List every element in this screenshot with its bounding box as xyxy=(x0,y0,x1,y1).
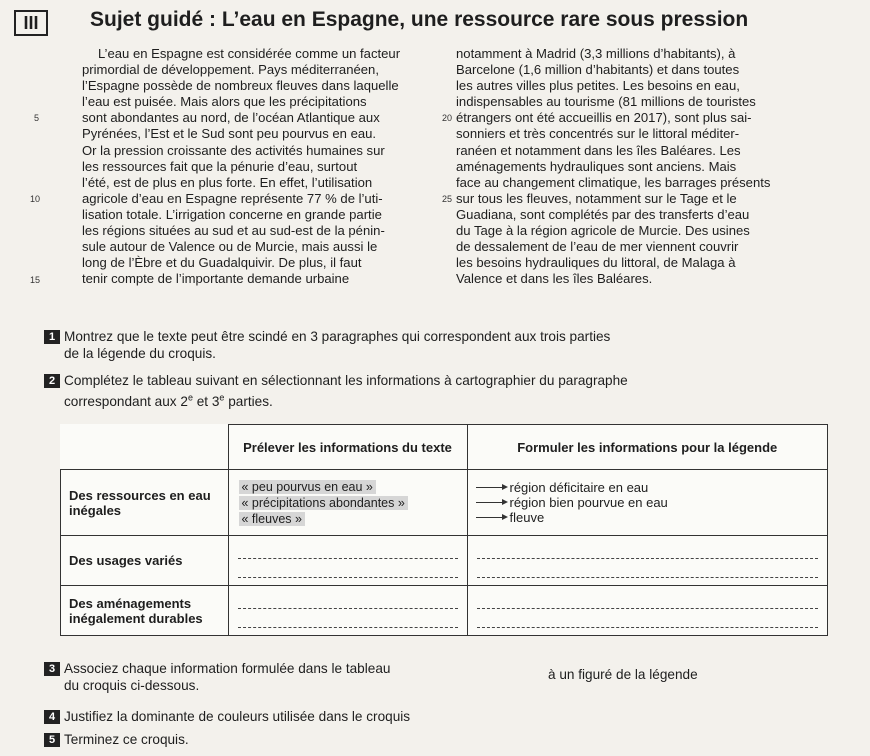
text-extract: « précipitations abondantes » xyxy=(239,496,408,510)
text-line: sule autour de Valence ou de Murcie, mais aussi le xyxy=(82,239,378,255)
question-text: Terminez ce croquis. xyxy=(64,732,189,747)
text-line: les besoins hydrauliques du littoral, de Malaga à xyxy=(456,255,736,271)
table-header: Prélever les informations du texte xyxy=(228,425,467,470)
table-row-label: Des aménagements inégalement durables xyxy=(61,586,229,636)
question-number: 2 xyxy=(44,374,60,388)
text-line: indispensables au tourisme (81 millions de touristes xyxy=(456,94,756,110)
line-number: 5 xyxy=(34,113,40,123)
line-number: 15 xyxy=(30,275,41,285)
text-line: Guadiana, sont complétés par des transferts d’eau xyxy=(456,206,750,222)
text-line: Barcelone (1,6 million d’habitants) et dans toutes xyxy=(456,62,740,78)
text-line: étrangers ont été accueillis en 2017), sont plus sai- xyxy=(456,110,752,126)
answer-cell[interactable] xyxy=(467,586,828,636)
text-line: notamment à Madrid (3,3 millions d’habitants), à xyxy=(456,46,736,61)
text-line: long de l’Èbre et du Guadalquivir. De plus, il faut xyxy=(82,255,362,271)
page-title: Sujet guidé : L’eau en Espagne, une ressource rare sous pression xyxy=(90,8,749,31)
text-line: aménagements hydrauliques sont anciens. Mais xyxy=(456,158,737,174)
section-number: III xyxy=(14,10,48,36)
text-line: sonniers et très concentrés sur le littoral méditer- xyxy=(456,126,740,142)
table-header: Formuler les informations pour la légende xyxy=(467,425,828,470)
question-number: 4 xyxy=(44,710,60,724)
question-text: Complétez le tableau suivant en sélectionnant les informations à cartographier du paragraphe xyxy=(64,373,628,388)
text-line: de dessalement de l’eau de mer viennent couvrir xyxy=(456,239,739,255)
text-line: sur tous les fleuves, notamment sur le Tage et le xyxy=(456,190,737,206)
table-corner xyxy=(61,425,229,470)
legend-entry: région déficitaire en eau xyxy=(509,480,649,495)
text-line: lisation totale. L’irrigation concerne en grande partie xyxy=(82,206,382,222)
text-line: l’été, est de plus en plus forte. En effet, l’utilisation xyxy=(82,174,373,190)
text-line: Or la pression croissante des activités humaines sur xyxy=(82,142,385,158)
text-line: les ressources fait que la pénurie d’eau, surtout xyxy=(82,158,358,174)
question-text: correspondant aux 2e et 3e parties. xyxy=(64,392,273,409)
answer-cell[interactable] xyxy=(228,586,467,636)
question-text: Justifiez la dominante de couleurs utilisée dans le croquis xyxy=(64,709,411,724)
question-number: 1 xyxy=(44,330,60,344)
text-line: sont abondantes au nord, de l’océan Atlantique aux xyxy=(82,110,380,126)
question-text: Associez chaque information formulée dans le tableau xyxy=(64,661,391,676)
legend-entry: fleuve xyxy=(509,510,545,525)
question-text: Montrez que le texte peut être scindé en 3 paragraphes qui correspondent aux trois parties xyxy=(64,329,611,344)
question-2 xyxy=(44,372,628,410)
answer-cell[interactable] xyxy=(467,536,828,586)
table-row-label: Des usages variés xyxy=(61,536,229,586)
question-text: du croquis ci-dessous. xyxy=(64,678,200,693)
arrow-icon xyxy=(476,517,506,518)
question-1 xyxy=(44,328,610,362)
question-5 xyxy=(44,731,189,748)
info-table xyxy=(60,424,828,636)
line-number: 25 xyxy=(442,194,453,204)
text-extract: « peu pourvus en eau » xyxy=(239,480,376,494)
question-number: 5 xyxy=(44,733,60,747)
text-line: ranéen et notamment dans les îles Baléares. Les xyxy=(456,142,741,158)
text-line: l’eau est puisée. Mais alors que les précipitations xyxy=(82,94,367,110)
arrow-icon xyxy=(476,502,506,503)
question-number: 3 xyxy=(44,662,60,676)
text-line: primordial de développement. Pays méditerranéen, xyxy=(82,62,379,78)
text-line: L’eau en Espagne est considérée comme un facteur xyxy=(98,46,401,61)
text-extract: « fleuves » xyxy=(239,512,305,526)
line-number: 10 xyxy=(30,194,41,204)
text-line: Pyrénées, l’Est et le Sud sont peu pourvus en eau. xyxy=(82,126,377,142)
question-3-continued: à un figuré de la légende xyxy=(548,667,698,682)
text-line: tenir compte de l’importante demande urbaine xyxy=(82,271,350,287)
legend-cell xyxy=(467,470,828,536)
table-row-label: Des ressources en eau inégales xyxy=(61,470,229,536)
answer-cell[interactable] xyxy=(228,536,467,586)
question-3 xyxy=(44,660,390,694)
line-number: 20 xyxy=(442,113,453,123)
arrow-icon xyxy=(476,487,506,488)
text-line: face au changement climatique, les barrages présents xyxy=(456,174,771,190)
text-left-column xyxy=(82,46,400,287)
text-line: les régions situées au sud et au sud-est de la pénin- xyxy=(82,223,385,239)
text-right-column xyxy=(456,46,770,287)
text-line: l’Espagne possède de nombreux fleuves dans laquelle xyxy=(82,78,399,94)
text-line: agricole d’eau en Espagne représente 77 % de l’uti- xyxy=(82,190,383,206)
question-4 xyxy=(44,708,410,725)
text-line: Valence et dans les îles Baléares. xyxy=(456,271,653,287)
question-text: de la légende du croquis. xyxy=(64,346,216,361)
extracts-cell xyxy=(228,470,467,536)
legend-entry: région bien pourvue en eau xyxy=(509,495,668,510)
text-line: du Tage à la région agricole de Murcie. Des usines xyxy=(456,223,750,239)
text-line: les autres villes plus petites. Les besoins en eau, xyxy=(456,78,740,94)
